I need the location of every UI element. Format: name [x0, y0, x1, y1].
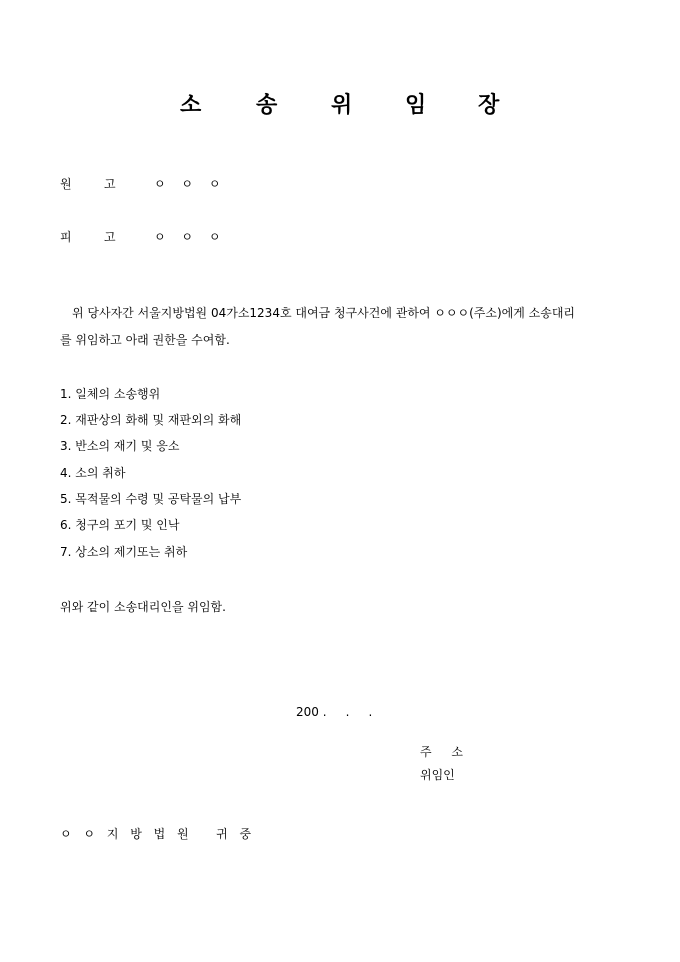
title-char: 소 — [180, 92, 202, 118]
closing-statement: 위와 같이 소송대리인을 위임함. — [60, 600, 226, 614]
plaintiff-name: ㅇ ㅇ ㅇ — [154, 177, 227, 191]
title-char: 위 — [331, 92, 353, 118]
power-item: 2. 재판상의 화해 및 재판외의 화해 — [60, 413, 242, 427]
title-char: 송 — [256, 92, 278, 118]
title-char: 임 — [405, 92, 427, 118]
statement-line-1: 위 당사자간 서울지방법원 04가소1234호 대여금 청구사건에 관하여 ㅇㅇㅇ(주소)에게 소송대리 — [72, 306, 576, 320]
power-item: 7. 상소의 제기또는 취하 — [60, 545, 188, 559]
defendant-label-2: 고 — [104, 230, 116, 244]
defendant-label-1: 피 — [60, 230, 72, 244]
defendant-row — [60, 228, 360, 244]
power-item: 3. 반소의 재기 및 응소 — [60, 439, 180, 453]
document-title — [0, 88, 680, 118]
power-item: 6. 청구의 포기 및 인낙 — [60, 518, 180, 532]
defendant-name: ㅇ ㅇ ㅇ — [154, 230, 227, 244]
power-item: 4. 소의 취하 — [60, 466, 126, 480]
addressee: ㅇ ㅇ 지 방 법 원 귀 중 — [60, 827, 256, 841]
statement-line-2: 를 위임하고 아래 권한을 수여함. — [60, 333, 230, 347]
delegator-label: 위임인 — [420, 768, 455, 782]
plaintiff-label-2: 고 — [104, 177, 116, 191]
date-line: 200 . . . — [296, 705, 373, 719]
power-item: 1. 일체의 소송행위 — [60, 387, 161, 401]
plaintiff-row — [60, 175, 360, 191]
address-label: 주 소 — [420, 745, 471, 759]
plaintiff-label-1: 원 — [60, 177, 72, 191]
power-item: 5. 목적물의 수령 및 공탁물의 납부 — [60, 492, 242, 506]
title-char: 장 — [478, 92, 500, 118]
